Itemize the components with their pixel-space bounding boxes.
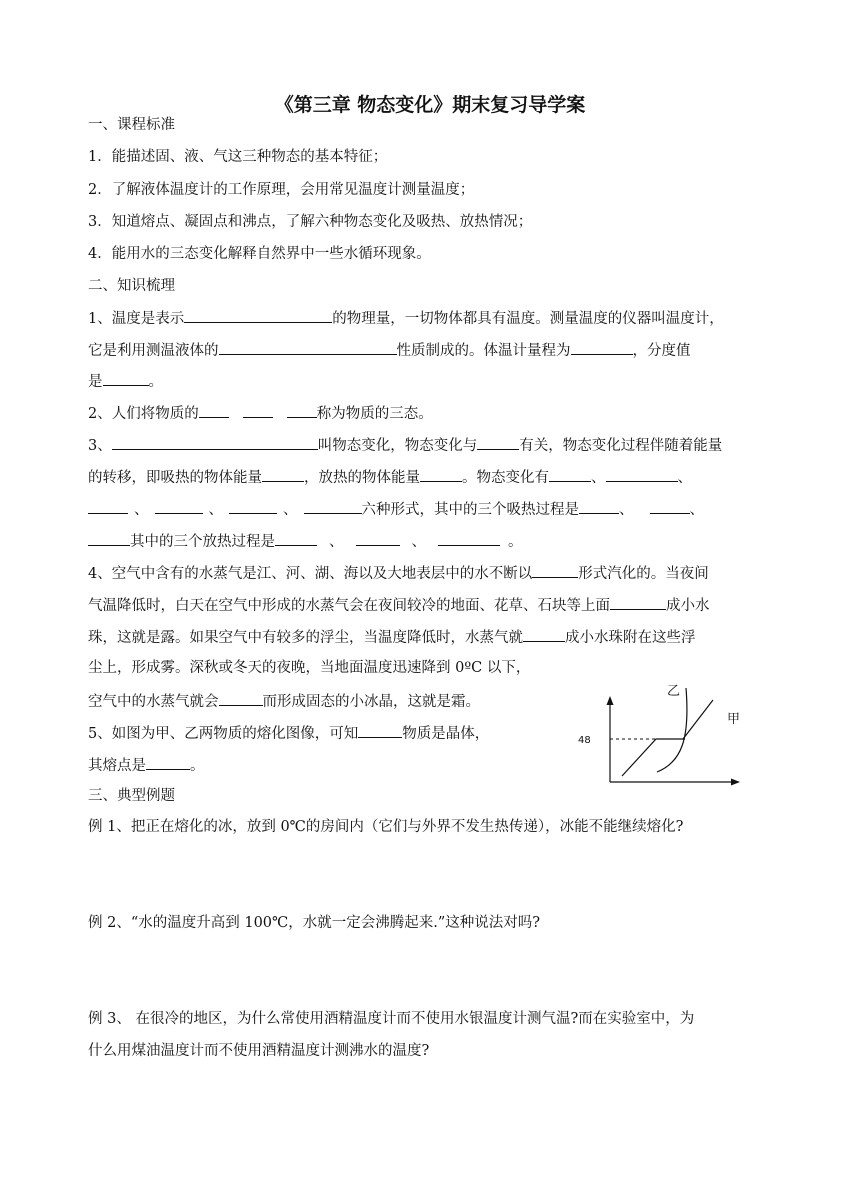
q4-line-3: 珠，这就是露。如果空气中有较多的浮尘，当温度降低时，水蒸气就 成小水珠附在这些浮 xyxy=(88,626,696,648)
example-3-line-2: 什么用煤油温度计而不使用酒精温度计测沸水的温度? xyxy=(88,1043,430,1059)
melting-point-value: 48 xyxy=(578,735,591,746)
q3-line-3: 、 、 、 六种形式，其中的三个吸热过程是 、 、 xyxy=(88,498,704,520)
blank[interactable] xyxy=(287,402,317,418)
blank[interactable] xyxy=(199,402,229,418)
blank[interactable] xyxy=(579,498,619,514)
q3-line-1: 3、 叫物态变化，物态变化与 有关，物态变化过程伴随着能量 xyxy=(88,434,722,456)
blank[interactable] xyxy=(606,466,678,482)
q4-line-5: 空气中的水蒸气就会 而形成固态的小冰晶，这就是霜。 xyxy=(88,690,480,712)
example-3-line-1: 例 3、 在很冷的地区，为什么常使用酒精温度计而不使用水银温度计测气温?而在实验室中，为 xyxy=(88,1011,695,1027)
blank[interactable] xyxy=(523,626,565,642)
q3-line-4: 其中的三个放热过程是 、 、 。 xyxy=(88,530,523,552)
y-axis-arrow xyxy=(607,696,614,705)
blank[interactable] xyxy=(262,466,304,482)
blank[interactable] xyxy=(219,690,263,706)
blank[interactable] xyxy=(219,339,397,355)
example-1: 例 1、把正在熔化的冰，放到 0℃的房间内（它们与外界不发生热传递），冰能不能继续熔化? xyxy=(88,819,684,835)
blank[interactable] xyxy=(155,498,203,514)
blank[interactable] xyxy=(88,498,128,514)
standard-item-3: 3．知道熔点、凝固点和沸点，了解六种物态变化及吸热、放热情况； xyxy=(88,214,533,230)
blank[interactable] xyxy=(243,402,273,418)
yi-curve xyxy=(657,688,687,772)
example-2: 例 2、“水的温度升高到 100℃，水就一定会沸腾起来.”这种说法对吗? xyxy=(88,915,541,931)
blank[interactable] xyxy=(650,498,690,514)
melting-graph xyxy=(570,680,750,790)
blank[interactable] xyxy=(229,498,277,514)
standard-item-1: 1．能描述固、液、气这三种物态的基本特征； xyxy=(88,149,388,165)
x-axis-arrow xyxy=(731,779,740,786)
page-title: 《第三章 物态变化》期末复习导学案 xyxy=(274,94,586,116)
section-heading-examples: 三、典型例题 xyxy=(88,788,175,804)
section-heading-knowledge: 二、知识梳理 xyxy=(88,278,175,294)
blank[interactable] xyxy=(358,722,402,738)
blank[interactable] xyxy=(571,339,633,355)
q2-line: 2、人们将物质的 称为物质的三态。 xyxy=(88,402,433,424)
blank[interactable] xyxy=(532,562,578,578)
blank[interactable] xyxy=(356,530,400,546)
q4-line-4: 尘上，形成雾。深秋或冬天的夜晚，当地面温度迅速降到 0ºC 以下， xyxy=(88,660,531,676)
blank[interactable] xyxy=(88,530,130,546)
blank[interactable] xyxy=(304,498,362,514)
q5-line-2: 其熔点是 。 xyxy=(88,754,205,776)
label-yi: 乙 xyxy=(667,684,681,699)
standard-item-4: 4．能用水的三态变化解释自然界中一些水循环现象。 xyxy=(88,246,431,262)
jia-curve xyxy=(622,700,713,776)
q1-line-2: 它是利用测温液体的 性质制成的。体温计量程为 ，分度值 xyxy=(88,339,691,361)
blank[interactable] xyxy=(420,466,462,482)
standard-item-2: 2．了解液体温度计的工作原理，会用常见温度计测量温度； xyxy=(88,182,475,198)
blank[interactable] xyxy=(275,530,317,546)
q4-line-2: 气温降低时，白天在空气中形成的水蒸气会在夜间较冷的地面、花草、石块等上面 成小水 xyxy=(88,594,710,616)
blank[interactable] xyxy=(103,370,149,386)
blank[interactable] xyxy=(112,434,318,450)
blank[interactable] xyxy=(549,466,591,482)
blank[interactable] xyxy=(477,434,519,450)
q1-line-1: 1、温度是表示 的物理量，一切物体都具有温度。测量温度的仪器叫温度计， xyxy=(88,307,724,329)
q1-line-3: 是 。 xyxy=(88,370,163,392)
label-jia: 甲 xyxy=(727,712,741,727)
blank[interactable] xyxy=(146,754,190,770)
blank[interactable] xyxy=(438,530,500,546)
section-heading-standards: 一、课程标准 xyxy=(88,117,175,133)
blank[interactable] xyxy=(184,307,332,323)
q4-line-1: 4、空气中含有的水蒸气是江、河、湖、海以及大地表层中的水不断以 形式汽化的。当夜间 xyxy=(88,562,709,584)
blank[interactable] xyxy=(610,594,666,610)
q3-line-2: 的转移，即吸热的物体能量 ，放热的物体能量 。物态变化有 、 、 xyxy=(88,466,692,488)
q5-line-1: 5、如图为甲、乙两物质的熔化图像，可知 物质是晶体， xyxy=(88,722,489,744)
